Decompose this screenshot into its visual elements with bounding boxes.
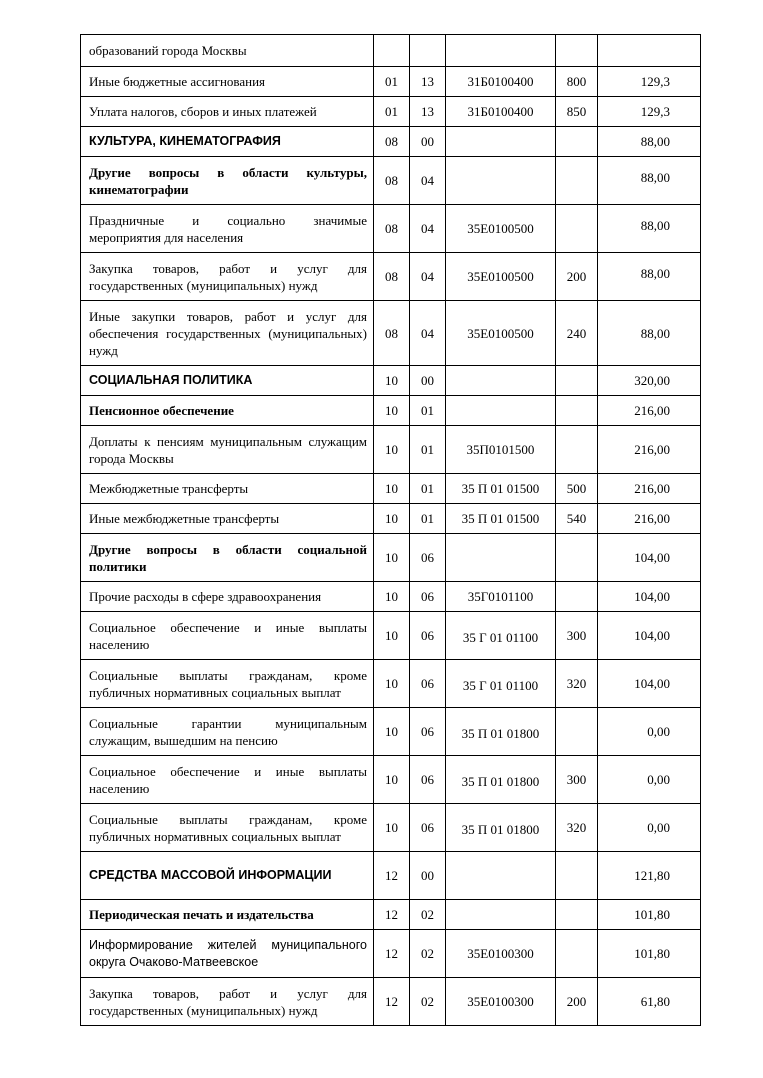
row-name: Информирование жителей муниципального округа Очаково-Матвеевское — [81, 930, 374, 978]
row-vr — [556, 582, 598, 612]
row-csr — [446, 396, 556, 426]
row-pr — [410, 35, 446, 67]
row-vr: 200 — [556, 253, 598, 301]
row-vr — [556, 900, 598, 930]
row-csr: 35 Г 01 01100 — [446, 612, 556, 660]
row-pr: 01 — [410, 504, 446, 534]
row-rz: 12 — [374, 978, 410, 1026]
row-sum: 104,00 — [598, 534, 701, 582]
row-rz: 08 — [374, 157, 410, 205]
table-row — [81, 930, 701, 978]
row-vr: 540 — [556, 504, 598, 534]
table-row — [81, 582, 701, 612]
row-vr: 320 — [556, 804, 598, 852]
row-name: Межбюджетные трансферты — [81, 474, 374, 504]
row-rz: 01 — [374, 97, 410, 127]
row-sum: 88,00 — [598, 301, 701, 366]
row-vr — [556, 534, 598, 582]
row-name: Социальные выплаты гражданам, кроме публичных нормативных социальных выплат — [81, 660, 374, 708]
row-pr: 13 — [410, 97, 446, 127]
row-rz: 10 — [374, 582, 410, 612]
row-name: Социальное обеспечение и иные выплаты населению — [81, 756, 374, 804]
row-name: Другие вопросы в области социальной политики — [81, 534, 374, 582]
row-vr: 300 — [556, 756, 598, 804]
row-pr: 06 — [410, 534, 446, 582]
table-row — [81, 366, 701, 396]
row-vr: 500 — [556, 474, 598, 504]
row-sum: 61,80 — [598, 978, 701, 1026]
row-sum: 0,00 — [598, 708, 701, 756]
row-sum: 104,00 — [598, 612, 701, 660]
row-name: Праздничные и социально значимые мероприятия для населения — [81, 205, 374, 253]
row-rz: 08 — [374, 205, 410, 253]
row-name: Социальное обеспечение и иные выплаты населению — [81, 612, 374, 660]
row-name: Периодическая печать и издательства — [81, 900, 374, 930]
row-csr: 35 П 01 01800 — [446, 756, 556, 804]
row-sum: 104,00 — [598, 582, 701, 612]
row-pr: 01 — [410, 426, 446, 474]
row-sum: 104,00 — [598, 660, 701, 708]
table-row — [81, 978, 701, 1026]
row-sum: 88,00 — [598, 127, 701, 157]
row-rz: 10 — [374, 396, 410, 426]
row-pr: 06 — [410, 660, 446, 708]
table-row — [81, 852, 701, 900]
row-sum: 129,3 — [598, 97, 701, 127]
row-pr: 04 — [410, 253, 446, 301]
table-row — [81, 660, 701, 708]
row-sum: 216,00 — [598, 396, 701, 426]
row-sum: 216,00 — [598, 426, 701, 474]
row-vr: 200 — [556, 978, 598, 1026]
row-name: Уплата налогов, сборов и иных платежей — [81, 97, 374, 127]
row-sum: 101,80 — [598, 930, 701, 978]
table-row — [81, 396, 701, 426]
row-name: образований города Москвы — [81, 35, 374, 67]
table-row — [81, 756, 701, 804]
table-row — [81, 35, 701, 67]
row-name: СОЦИАЛЬНАЯ ПОЛИТИКА — [81, 366, 374, 396]
row-sum: 121,80 — [598, 852, 701, 900]
row-rz: 10 — [374, 504, 410, 534]
row-rz: 10 — [374, 708, 410, 756]
row-csr: 35Е0100300 — [446, 978, 556, 1026]
row-rz: 01 — [374, 67, 410, 97]
row-sum: 216,00 — [598, 474, 701, 504]
row-vr: 320 — [556, 660, 598, 708]
row-name: Иные межбюджетные трансферты — [81, 504, 374, 534]
row-csr: 35 Г 01 01100 — [446, 660, 556, 708]
row-csr — [446, 900, 556, 930]
table-row — [81, 157, 701, 205]
row-pr: 02 — [410, 900, 446, 930]
row-vr — [556, 426, 598, 474]
row-sum: 88,00 — [598, 253, 701, 301]
table-row — [81, 474, 701, 504]
row-pr: 02 — [410, 978, 446, 1026]
row-rz: 10 — [374, 804, 410, 852]
row-name: Социальные гарантии муниципальным служащим, вышедшим на пенсию — [81, 708, 374, 756]
row-sum: 320,00 — [598, 366, 701, 396]
row-csr: 35Е0100500 — [446, 301, 556, 366]
row-rz: 08 — [374, 301, 410, 366]
row-csr: 35П0101500 — [446, 426, 556, 474]
row-pr: 01 — [410, 474, 446, 504]
table-row — [81, 504, 701, 534]
row-sum: 101,80 — [598, 900, 701, 930]
row-sum: 216,00 — [598, 504, 701, 534]
row-name: Другие вопросы в области культуры, кинематографии — [81, 157, 374, 205]
row-csr — [446, 157, 556, 205]
row-pr: 06 — [410, 582, 446, 612]
row-vr — [556, 35, 598, 67]
row-name: Закупка товаров, работ и услуг для государственных (муниципальных) нужд — [81, 253, 374, 301]
row-rz: 08 — [374, 127, 410, 157]
row-rz: 10 — [374, 660, 410, 708]
row-csr: 35Г0101100 — [446, 582, 556, 612]
row-vr: 240 — [556, 301, 598, 366]
row-name: Прочие расходы в сфере здравоохранения — [81, 582, 374, 612]
row-pr: 00 — [410, 127, 446, 157]
row-name: Иные закупки товаров, работ и услуг для обеспечения государственных (муниципальных) нужд — [81, 301, 374, 366]
row-vr — [556, 396, 598, 426]
row-rz: 10 — [374, 366, 410, 396]
row-csr: 31Б0100400 — [446, 67, 556, 97]
budget-table — [80, 34, 701, 1026]
row-name: СРЕДСТВА МАССОВОЙ ИНФОРМАЦИИ — [81, 852, 374, 900]
row-csr: 35 П 01 01500 — [446, 504, 556, 534]
row-vr — [556, 852, 598, 900]
row-csr: 35 П 01 01800 — [446, 804, 556, 852]
table-row — [81, 804, 701, 852]
row-rz: 10 — [374, 756, 410, 804]
row-rz: 10 — [374, 426, 410, 474]
row-name: КУЛЬТУРА, КИНЕМАТОГРАФИЯ — [81, 127, 374, 157]
row-name: Доплаты к пенсиям муниципальным служащим города Москвы — [81, 426, 374, 474]
row-vr — [556, 127, 598, 157]
row-rz — [374, 35, 410, 67]
table-row — [81, 612, 701, 660]
row-sum: 88,00 — [598, 157, 701, 205]
table-row — [81, 708, 701, 756]
row-csr — [446, 852, 556, 900]
row-pr: 13 — [410, 67, 446, 97]
row-csr: 35Е0100500 — [446, 205, 556, 253]
row-name: Иные бюджетные ассигнования — [81, 67, 374, 97]
row-csr: 35Е0100300 — [446, 930, 556, 978]
row-pr: 04 — [410, 205, 446, 253]
row-rz: 10 — [374, 612, 410, 660]
row-csr — [446, 35, 556, 67]
row-pr: 06 — [410, 804, 446, 852]
row-vr — [556, 708, 598, 756]
row-rz: 12 — [374, 930, 410, 978]
row-rz: 12 — [374, 900, 410, 930]
row-rz: 10 — [374, 474, 410, 504]
row-csr — [446, 366, 556, 396]
row-name: Социальные выплаты гражданам, кроме публичных нормативных социальных выплат — [81, 804, 374, 852]
row-pr: 00 — [410, 852, 446, 900]
table-row — [81, 301, 701, 366]
row-sum: 0,00 — [598, 756, 701, 804]
row-vr — [556, 205, 598, 253]
row-csr: 35 П 01 01800 — [446, 708, 556, 756]
row-pr: 06 — [410, 612, 446, 660]
table-row — [81, 900, 701, 930]
row-sum — [598, 35, 701, 67]
row-sum: 0,00 — [598, 804, 701, 852]
row-pr: 04 — [410, 301, 446, 366]
table-row — [81, 253, 701, 301]
row-name: Закупка товаров, работ и услуг для государственных (муниципальных) нужд — [81, 978, 374, 1026]
row-csr — [446, 127, 556, 157]
row-vr: 850 — [556, 97, 598, 127]
table-row — [81, 97, 701, 127]
table-row — [81, 67, 701, 97]
table-row — [81, 534, 701, 582]
row-rz: 12 — [374, 852, 410, 900]
table-row — [81, 426, 701, 474]
row-rz: 08 — [374, 253, 410, 301]
row-rz: 10 — [374, 534, 410, 582]
table-row — [81, 127, 701, 157]
row-vr — [556, 366, 598, 396]
row-pr: 02 — [410, 930, 446, 978]
row-csr: 35 П 01 01500 — [446, 474, 556, 504]
row-sum: 129,3 — [598, 67, 701, 97]
row-csr: 31Б0100400 — [446, 97, 556, 127]
row-vr: 300 — [556, 612, 598, 660]
row-pr: 06 — [410, 756, 446, 804]
row-vr — [556, 157, 598, 205]
row-vr — [556, 930, 598, 978]
row-pr: 01 — [410, 396, 446, 426]
row-pr: 06 — [410, 708, 446, 756]
row-pr: 00 — [410, 366, 446, 396]
row-vr: 800 — [556, 67, 598, 97]
row-pr: 04 — [410, 157, 446, 205]
row-csr: 35Е0100500 — [446, 253, 556, 301]
row-csr — [446, 534, 556, 582]
table-row — [81, 205, 701, 253]
row-name: Пенсионное обеспечение — [81, 396, 374, 426]
row-sum: 88,00 — [598, 205, 701, 253]
